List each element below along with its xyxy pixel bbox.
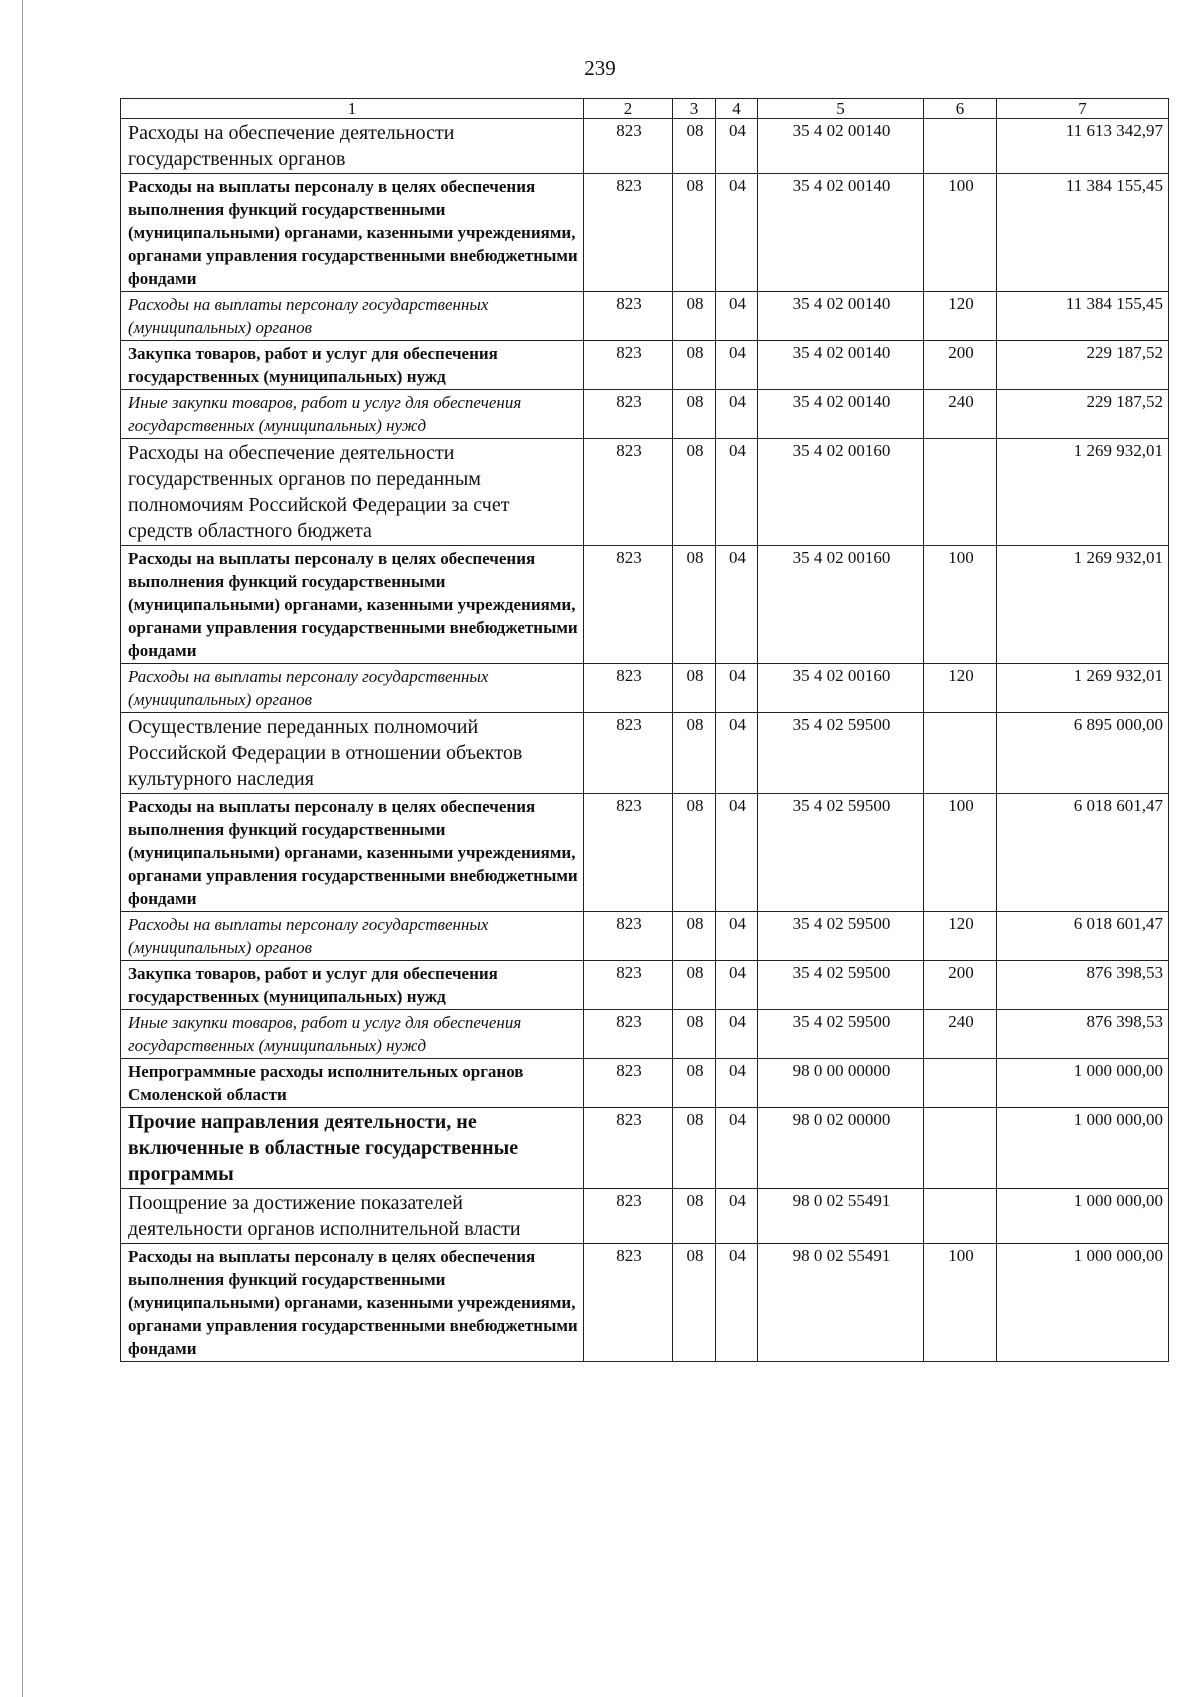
amount-cell: 6 895 000,00 [997,713,1169,794]
subsection-code-cell: 04 [716,174,758,292]
target-article-cell: 35 4 02 59500 [758,1010,924,1059]
amount-cell: 1 000 000,00 [997,1189,1169,1244]
section-code-cell: 08 [673,1189,716,1244]
department-code-cell: 823 [584,794,673,912]
subsection-code-cell: 04 [716,1244,758,1362]
target-article-cell: 35 4 02 00160 [758,439,924,546]
department-code-cell: 823 [584,341,673,390]
target-article-cell: 35 4 02 00140 [758,292,924,341]
expense-name-cell: Расходы на выплаты персоналу в целях обеспечения выполнения функций государственными (муниципальными) органами, казенными учреждениями, органами управления государственными внебюджетными фондами [121,546,584,664]
subsection-code-cell: 04 [716,546,758,664]
subsection-code-cell: 04 [716,1108,758,1189]
table-row [121,390,1169,439]
header-cell-3: 3 [673,99,716,119]
subsection-code-cell: 04 [716,119,758,174]
section-code-cell: 08 [673,961,716,1010]
department-code-cell: 823 [584,1244,673,1362]
header-cell-7: 7 [997,99,1169,119]
target-article-cell: 98 0 02 55491 [758,1244,924,1362]
expense-type-cell: 240 [924,1010,997,1059]
table-row [121,794,1169,912]
section-code-cell: 08 [673,713,716,794]
department-code-cell: 823 [584,174,673,292]
department-code-cell: 823 [584,961,673,1010]
subsection-code-cell: 04 [716,390,758,439]
table-row [121,912,1169,961]
subsection-code-cell: 04 [716,664,758,713]
table-row [121,292,1169,341]
subsection-code-cell: 04 [716,1010,758,1059]
expense-type-cell: 240 [924,390,997,439]
table-row [121,546,1169,664]
expense-type-cell: 100 [924,546,997,664]
table-row [121,439,1169,546]
header-cell-5: 5 [758,99,924,119]
table-row [121,664,1169,713]
section-code-cell: 08 [673,439,716,546]
target-article-cell: 35 4 02 59500 [758,794,924,912]
target-article-cell: 35 4 02 59500 [758,961,924,1010]
header-cell-2: 2 [584,99,673,119]
expense-type-cell [924,119,997,174]
subsection-code-cell: 04 [716,713,758,794]
amount-cell: 11 384 155,45 [997,174,1169,292]
department-code-cell: 823 [584,1010,673,1059]
scan-edge-line [22,0,23,1697]
department-code-cell: 823 [584,1108,673,1189]
expense-name-cell: Осуществление переданных полномочий Российской Федерации в отношении объектов культурного наследия [121,713,584,794]
amount-cell: 6 018 601,47 [997,912,1169,961]
department-code-cell: 823 [584,546,673,664]
header-cell-4: 4 [716,99,758,119]
table-row [121,341,1169,390]
section-code-cell: 08 [673,341,716,390]
expense-type-cell: 100 [924,174,997,292]
expense-type-cell [924,1189,997,1244]
expense-name-cell: Непрограммные расходы исполнительных органов Смоленской области [121,1059,584,1108]
table-row [121,174,1169,292]
budget-table-body [121,99,1169,1362]
table-row [121,1244,1169,1362]
amount-cell: 1 000 000,00 [997,1059,1169,1108]
amount-cell: 1 000 000,00 [997,1108,1169,1189]
expense-name-cell: Прочие направления деятельности, не включенные в областные государственные программы [121,1108,584,1189]
expense-type-cell: 200 [924,961,997,1010]
table-row [121,961,1169,1010]
subsection-code-cell: 04 [716,961,758,1010]
subsection-code-cell: 04 [716,292,758,341]
section-code-cell: 08 [673,1010,716,1059]
expense-name-cell: Иные закупки товаров, работ и услуг для обеспечения государственных (муниципальных) нужд [121,390,584,439]
amount-cell: 229 187,52 [997,341,1169,390]
table-row [121,1108,1169,1189]
section-code-cell: 08 [673,1108,716,1189]
expense-type-cell [924,1108,997,1189]
table-row [121,119,1169,174]
target-article-cell: 35 4 02 59500 [758,713,924,794]
amount-cell: 229 187,52 [997,390,1169,439]
section-code-cell: 08 [673,1244,716,1362]
expense-type-cell [924,439,997,546]
expense-name-cell: Закупка товаров, работ и услуг для обеспечения государственных (муниципальных) нужд [121,341,584,390]
department-code-cell: 823 [584,292,673,341]
target-article-cell: 35 4 02 00140 [758,174,924,292]
amount-cell: 876 398,53 [997,961,1169,1010]
expense-name-cell: Расходы на выплаты персоналу государственных (муниципальных) органов [121,912,584,961]
department-code-cell: 823 [584,390,673,439]
section-code-cell: 08 [673,119,716,174]
expense-name-cell: Поощрение за достижение показателей деятельности органов исполнительной власти [121,1189,584,1244]
amount-cell: 6 018 601,47 [997,794,1169,912]
table-row [121,713,1169,794]
expense-type-cell [924,1059,997,1108]
department-code-cell: 823 [584,119,673,174]
expense-name-cell: Закупка товаров, работ и услуг для обеспечения государственных (муниципальных) нужд [121,961,584,1010]
expense-name-cell: Иные закупки товаров, работ и услуг для обеспечения государственных (муниципальных) нужд [121,1010,584,1059]
target-article-cell: 98 0 02 00000 [758,1108,924,1189]
page-number: 239 [584,56,616,80]
target-article-cell: 35 4 02 00140 [758,119,924,174]
expense-type-cell [924,713,997,794]
target-article-cell: 35 4 02 59500 [758,912,924,961]
section-code-cell: 08 [673,1059,716,1108]
table-row [121,1059,1169,1108]
section-code-cell: 08 [673,174,716,292]
table-row [121,1010,1169,1059]
expense-name-cell: Расходы на выплаты персоналу в целях обеспечения выполнения функций государственными (муниципальными) органами, казенными учреждениями, органами управления государственными внебюджетными фондами [121,174,584,292]
expense-type-cell: 200 [924,341,997,390]
budget-table [120,98,1169,1362]
header-row [121,99,1169,119]
expense-type-cell: 100 [924,794,997,912]
department-code-cell: 823 [584,1189,673,1244]
target-article-cell: 35 4 02 00140 [758,341,924,390]
department-code-cell: 823 [584,1059,673,1108]
department-code-cell: 823 [584,439,673,546]
department-code-cell: 823 [584,713,673,794]
target-article-cell: 98 0 02 55491 [758,1189,924,1244]
section-code-cell: 08 [673,912,716,961]
subsection-code-cell: 04 [716,1189,758,1244]
amount-cell: 1 269 932,01 [997,546,1169,664]
section-code-cell: 08 [673,664,716,713]
amount-cell: 1 269 932,01 [997,664,1169,713]
department-code-cell: 823 [584,912,673,961]
section-code-cell: 08 [673,546,716,664]
table-row [121,1189,1169,1244]
amount-cell: 11 613 342,97 [997,119,1169,174]
subsection-code-cell: 04 [716,912,758,961]
section-code-cell: 08 [673,794,716,912]
expense-type-cell: 100 [924,1244,997,1362]
target-article-cell: 98 0 00 00000 [758,1059,924,1108]
amount-cell: 876 398,53 [997,1010,1169,1059]
expense-name-cell: Расходы на выплаты персоналу в целях обеспечения выполнения функций государственными (муниципальными) органами, казенными учреждениями, органами управления государственными внебюджетными фондами [121,794,584,912]
section-code-cell: 08 [673,292,716,341]
target-article-cell: 35 4 02 00140 [758,390,924,439]
expense-type-cell: 120 [924,292,997,341]
expense-type-cell: 120 [924,664,997,713]
expense-name-cell: Расходы на обеспечение деятельности государственных органов [121,119,584,174]
amount-cell: 11 384 155,45 [997,292,1169,341]
subsection-code-cell: 04 [716,1059,758,1108]
header-cell-6: 6 [924,99,997,119]
expense-name-cell: Расходы на выплаты персоналу государственных (муниципальных) органов [121,664,584,713]
subsection-code-cell: 04 [716,794,758,912]
expense-name-cell: Расходы на выплаты персоналу в целях обеспечения выполнения функций государственными (муниципальными) органами, казенными учреждениями, органами управления государственными внебюджетными фондами [121,1244,584,1362]
target-article-cell: 35 4 02 00160 [758,664,924,713]
subsection-code-cell: 04 [716,341,758,390]
expense-type-cell: 120 [924,912,997,961]
amount-cell: 1 269 932,01 [997,439,1169,546]
header-cell-1: 1 [121,99,584,119]
section-code-cell: 08 [673,390,716,439]
amount-cell: 1 000 000,00 [997,1244,1169,1362]
expense-name-cell: Расходы на выплаты персоналу государственных (муниципальных) органов [121,292,584,341]
expense-name-cell: Расходы на обеспечение деятельности государственных органов по переданным полномочиям Российской Федерации за счет средств областного бюджета [121,439,584,546]
target-article-cell: 35 4 02 00160 [758,546,924,664]
subsection-code-cell: 04 [716,439,758,546]
department-code-cell: 823 [584,664,673,713]
